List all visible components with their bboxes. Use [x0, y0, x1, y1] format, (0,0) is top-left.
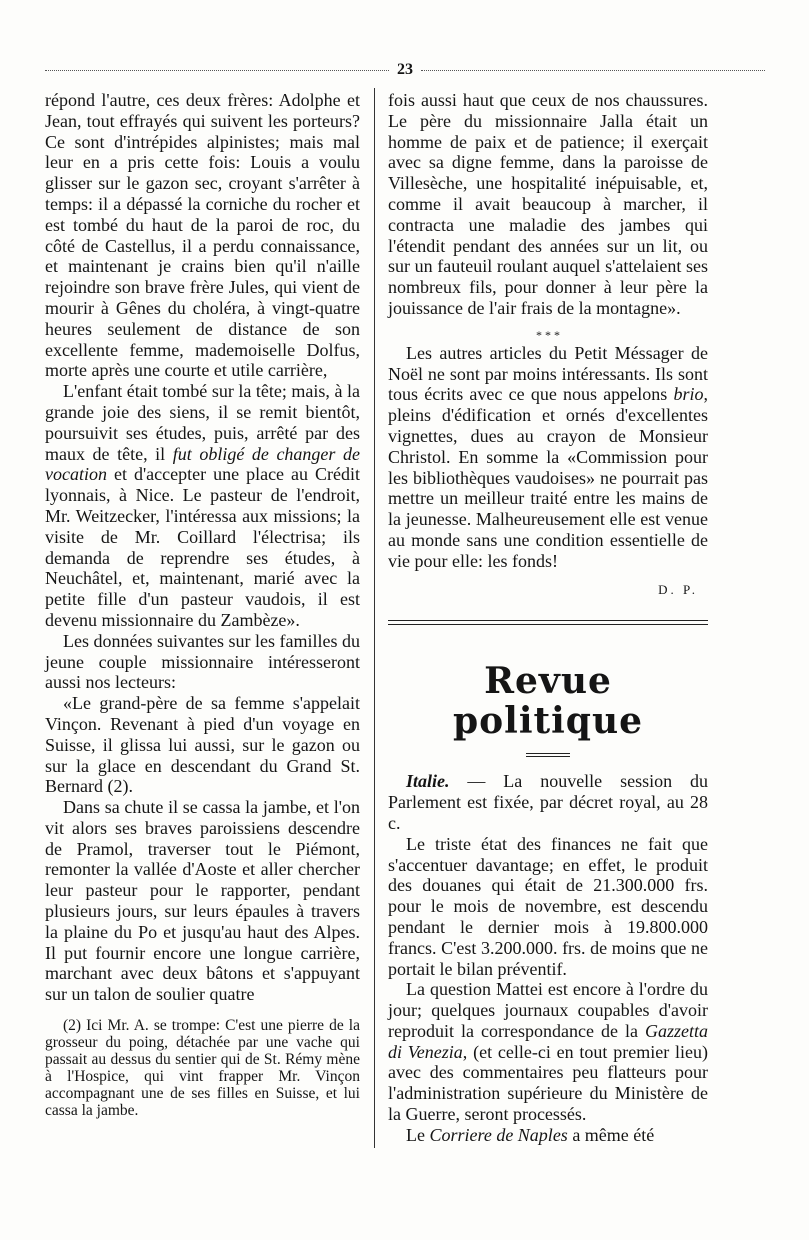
- section-title: Revue politique: [452, 660, 644, 743]
- country-label: Italie.: [406, 771, 450, 792]
- right-column: [388, 90, 708, 1146]
- column-divider: [374, 88, 375, 1148]
- paragraph: fois aussi haut que ceux de nos chaussures. Le père du missionnaire Jalla était un homme de paix et de patience; il exerçait avec sa digne femme, dans la paroisse de Villesèche, une hospitalité inépuisable, et, comme il avait beaucoup à marcher, il contracta une maladie des jambes qui l'étendit pendant des années sur un lit, ou sur un fauteuil roulant auquel s'attelaient ses nombreux fils, pour donner à leur père la jouissance de l'air frais de la montagne».: [388, 90, 708, 318]
- section-separator: [388, 620, 708, 625]
- asterism: * * *: [536, 327, 560, 342]
- paragraph: répond l'autre, ces deux frères: Adolphe et Jean, tout effrayés qui suivent les porteurs? Ce sont d'intrépides alpinistes; mais mal leur en a pris cette fois: Louis a voulu glisser sur le gazon sec, croyant s'arrêter à temps: il a dépassé la corniche du rocher et est tombé du haut de la paroi de roc, du côté de Castellus, il a perdu connaissance, et maintenant je crains bien qu'il n'aille rejoindre son brave frère Jules, qui vient de mourir à Gênes du choléra, à vingt-quatre heures seulement de distance de son excellente femme, mademoiselle Dolfus, morte après une courte et utile carrière,: [45, 90, 360, 381]
- paragraph: Dans sa chute il se cassa la jambe, et l'on vit alors ses braves paroissiens descendre de Pramol, traverser tout le Piémont, remonter la vallée d'Aoste et aller chercher leur pasteur pour le rapporter, pendant plusieurs jours, sur leurs épaules à travers la plaine du Po et jusqu'au haut des Alpes. Il put fournir encore une longue carrière, marchant avec deux bâtons et s'appuyant sur un talon de soulier quatre: [45, 797, 360, 1005]
- paragraph: Les données suivantes sur les familles du jeune couple missionnaire intéresseront aussi nos lecteurs:: [45, 630, 360, 693]
- paragraph: Les autres articles du Petit Méssager de Noël ne sont par moins intéressants. Ils sont tous écrits avec ce que nous appelons brio, pleins d'édification et ornés d'excellentes vignettes, dues au crayon de Monsieur Christol. En somme la «Commission pour les bibliothèques vaudoises» ne pourrait pas mettre un meilleur traité entre les mains de la jeunesse. Malheureusement elle est venue au monde sans une condition essentielle de vie pour elle: les fonds!: [388, 342, 708, 571]
- paragraph: La question Mattei est encore à l'ordre du jour; quelques journaux coupables d'avoir reproduit la correspondance de la Gazzetta di Venezia, (et celle-ci en tout premier lieu) avec des commentaires peu flatteurs pour l'administration supérieure du Ministère de la Guerre, seront processés.: [388, 979, 708, 1125]
- page-number: 23: [397, 61, 413, 78]
- header-rule-right: [421, 70, 765, 71]
- footnote: (2) Ici Mr. A. se trompe: C'est une pierre de la grosseur du poing, détachée par une vache qui passait au dessus du sentier qui de St. Rémy mène à l'Hospice, qui vint frapper Mr. Vinçon accompagnant une de ses filles en Suisse, et lui cassa la jambe.: [45, 1017, 360, 1120]
- signature: D. P.: [658, 581, 698, 597]
- paragraph: Le Corriere de Naples a même été: [406, 1124, 655, 1145]
- paragraph: Le triste état des finances ne fait que s'accentuer davantage; en effet, le produit des douanes qui était de 21.300.000 frs. pour le mois de novembre, est descendu pendant le dernier mois à 19.800.000 francs. C'est 3.200.000. frs. de moins que ne portait le bilan préventif.: [388, 833, 708, 979]
- page-header: [45, 60, 765, 80]
- left-column: [45, 90, 360, 1119]
- paragraph: «Le grand-père de sa femme s'appelait Vinçon. Revenant à pied d'un voyage en Suisse, il glissa lui aussi, sur le gazon ou sur la glace en descendant du Grand St. Bernard (2).: [45, 693, 360, 797]
- title-underline: [526, 753, 570, 757]
- header-rule-left: [45, 70, 389, 71]
- paragraph: Italie. — La nouvelle session du Parlement est fixée, par décret royal, au 28 c.: [388, 771, 708, 833]
- paragraph: L'enfant était tombé sur la tête; mais, à la grande joie des siens, il se remit bientôt, poursuivit ses études, puis, arrêté par des maux de tête, il fut obligé de changer de vocation et d'accepter une place au Crédit lyonnais, à Nice. Le pasteur de l'endroit, Mr. Weitzecker, l'intéressa aux missions; la visite de Mr. Coillard l'électrisa; ils demanda de reprendre ses études, à Neuchâtel, et, maintenant, marié avec la petite fille d'un pasteur vaudois, il est devenu missionnaire du Zambèze».: [45, 381, 360, 630]
